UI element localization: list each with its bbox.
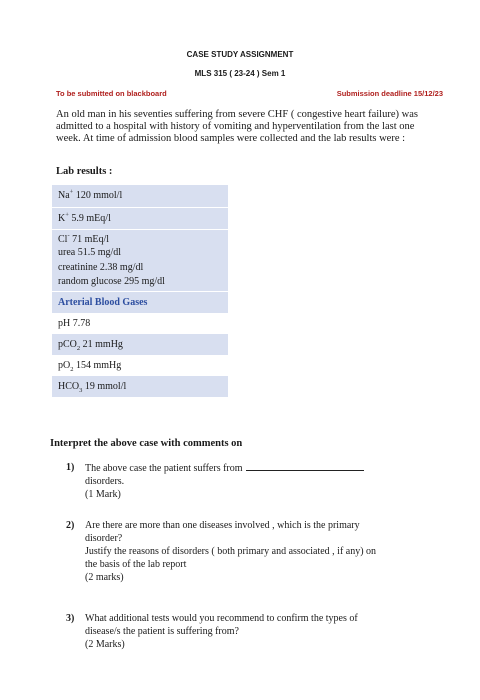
question-2-justify-cont: the basis of the lab report [85,559,187,570]
answer-blank [246,461,364,471]
potassium-charge: + [65,211,69,219]
sodium-value: 120 mmol/l [73,190,123,202]
lab-row-abg-title [52,291,228,313]
lab-row-glucose [52,275,228,291]
lab-row-urea [52,245,228,260]
sodium-label: Na [58,190,70,202]
lab-results-heading: Lab results : [56,166,113,177]
hco3-label: HCO [58,381,80,392]
course-code: MLS 315 ( 23-24 ) Sem 1 [194,69,286,78]
pco2-label: pCO [58,339,77,350]
instruction-heading: Interpret the above case with comments on [50,438,243,449]
chloride-label: Cl [58,233,68,245]
lab-row-chloride [52,229,228,245]
ph-value: pH 7.78 [52,313,228,334]
lab-row-pco2 [52,334,228,355]
question-1-marks: (1 Mark) [85,489,121,500]
assignment-title: CASE STUDY ASSIGNMENT [186,50,294,59]
question-1-number: 1) [66,462,75,473]
question-1 [66,461,450,501]
potassium-value: 5.9 mEq/l [68,212,111,224]
pco2-subscript: 2 [76,345,81,352]
question-3 [66,612,450,651]
question-2-marks: (2 marks) [85,572,124,583]
question-2-text: Are there are more than one diseases involved , which is the primary [85,520,360,531]
urea-value: urea 51.5 mg/dl [52,245,228,260]
question-3-marks: (2 Marks) [85,639,125,650]
hco3-value: 19 mmol/l [82,381,127,392]
po2-value: 154 mmHg [73,360,122,371]
case-description: An old man in his seventies suffering from severe CHF ( congestive heart failure) was admitted to a hospital with history of vomiting and hyperventilation from the last one week. At time of admission blood samples were collected and the lab results were : [56,109,418,145]
submission-note: To be submitted on blackboard [56,89,167,98]
abg-heading: Arterial Blood Gases [52,291,228,313]
question-3-number: 3) [66,613,75,624]
question-2-number: 2) [66,520,75,531]
question-3-text: What additional tests would you recommend to confirm the types of [85,613,358,624]
chloride-value: 71 mEq/l [69,233,110,245]
submission-deadline: Submission deadline 15/12/23 [336,89,443,98]
lab-row-ph [52,313,228,334]
lab-results-table [52,185,228,397]
po2-label: pO [58,360,71,371]
question-2-justify: Justify the reasons of disorders ( both primary and associated , if any) on [85,546,377,557]
question-3-text-cont: disease/s the patient is suffering from? [85,626,239,637]
lab-row-potassium [52,207,228,229]
question-2 [66,519,450,584]
question-1-text: The above case the patient suffers from [85,463,243,474]
po2-subscript: 2 [70,366,74,373]
pco2-value: 21 mmHg [80,339,123,350]
question-2-text-cont: disorder? [85,533,123,544]
chloride-charge: - [67,232,70,240]
lab-row-hco3 [52,376,228,397]
glucose-value: random glucose 295 mg/dl [52,275,228,291]
question-1-text-cont: disorders. [85,476,125,487]
sodium-charge: + [69,188,74,196]
hco3-subscript: 3 [79,387,83,394]
lab-row-sodium [52,185,228,207]
lab-row-po2 [52,355,228,376]
creatinine-value: creatinine 2.38 mg/dl [52,260,228,275]
potassium-label: K [58,212,66,224]
lab-row-creatinine [52,260,228,275]
